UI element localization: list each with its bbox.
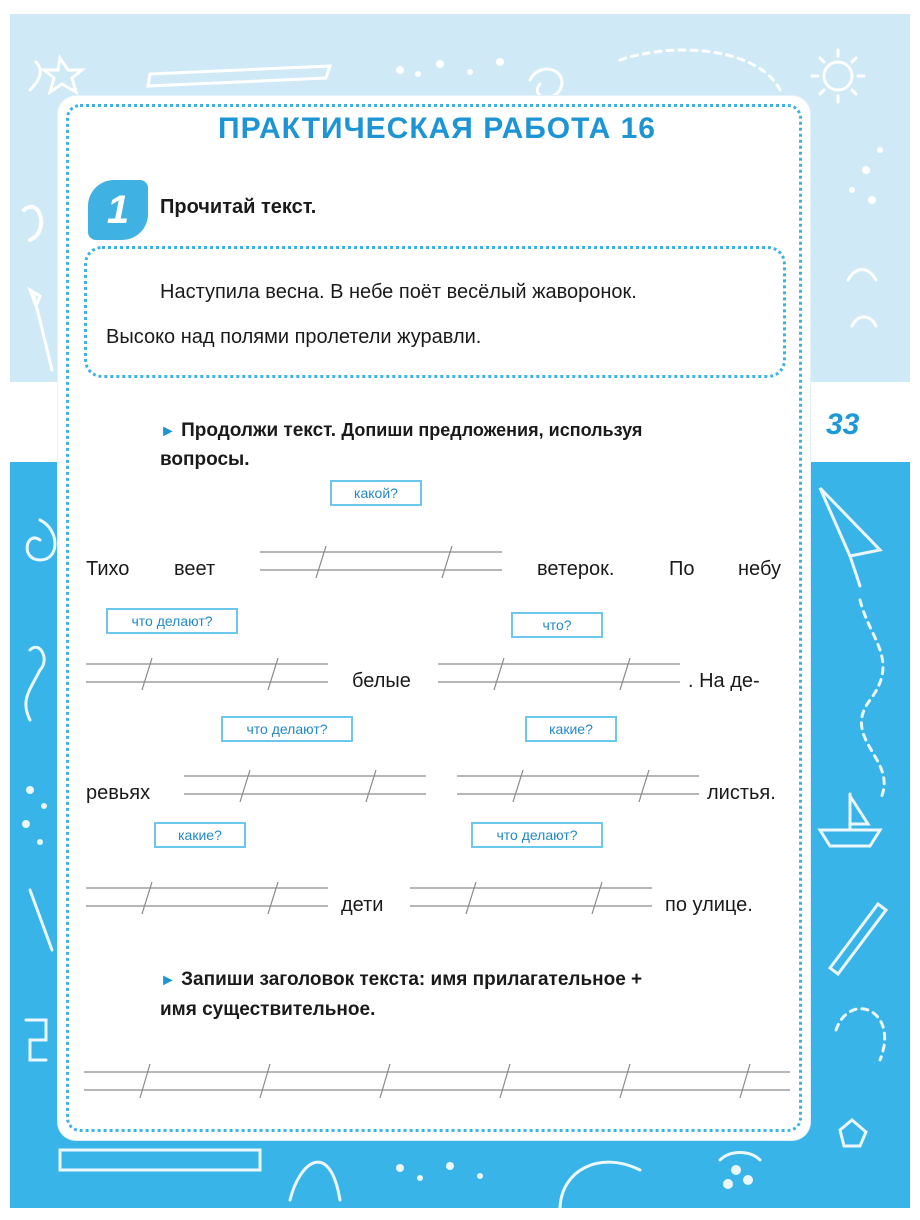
question-box: что? xyxy=(511,612,603,638)
question-box: что делают? xyxy=(471,822,603,848)
reading-text-line: Высоко над полями пролетели журавли. xyxy=(106,326,482,348)
task-heading: Прочитай текст. xyxy=(160,196,317,218)
sentence-word: листья. xyxy=(707,782,776,804)
arrow-right-icon: ► xyxy=(160,423,176,440)
instruction-bold: Продолжи текст. xyxy=(181,420,337,441)
sentence-word: ревьях xyxy=(86,782,151,804)
instruction-write-title-line2: имя существительное. xyxy=(160,999,376,1020)
writing-line[interactable] xyxy=(86,882,328,916)
writing-line[interactable] xyxy=(438,658,680,692)
writing-line[interactable] xyxy=(260,546,502,580)
instruction-write-title xyxy=(160,964,800,997)
instruction-continue-text xyxy=(160,414,790,448)
writing-line[interactable] xyxy=(86,658,328,692)
page-title: ПРАКТИЧЕСКАЯ РАБОТА 16 xyxy=(218,112,656,145)
sentence-word: веет xyxy=(174,558,216,580)
writing-line[interactable] xyxy=(457,770,699,804)
sentence-word: белые xyxy=(352,670,411,692)
sentence-word: по улице. xyxy=(665,894,753,916)
question-box: что делают? xyxy=(221,716,353,742)
instruction-rest: Допиши предложения, используя xyxy=(341,420,643,440)
question-box: какие? xyxy=(154,822,246,848)
sentence-word: дети xyxy=(341,894,384,916)
instruction-continue-text-line2: вопросы. xyxy=(160,449,250,470)
sentence-word: ветерок. xyxy=(537,558,615,580)
sentence-word: Тихо xyxy=(86,558,130,580)
question-box: что делают? xyxy=(106,608,238,634)
task-number-badge: 1 xyxy=(88,180,148,240)
title-writing-line[interactable] xyxy=(84,1064,790,1100)
sentence-word: . На де- xyxy=(688,670,760,692)
reading-text-line: Наступила весна. В небе поёт весёлый жаворонок. xyxy=(160,281,637,303)
reading-text-box xyxy=(84,246,786,378)
instruction-write-title-line1: Запиши заголовок текста: имя прилагательное + xyxy=(181,969,643,990)
question-box: какой? xyxy=(330,480,422,506)
sentence-word: По xyxy=(669,558,695,580)
writing-line[interactable] xyxy=(184,770,426,804)
page-number: 33 xyxy=(826,408,860,441)
question-box: какие? xyxy=(525,716,617,742)
arrow-right-icon: ► xyxy=(160,972,176,989)
sentence-word: небу xyxy=(738,558,781,580)
writing-line[interactable] xyxy=(410,882,652,916)
